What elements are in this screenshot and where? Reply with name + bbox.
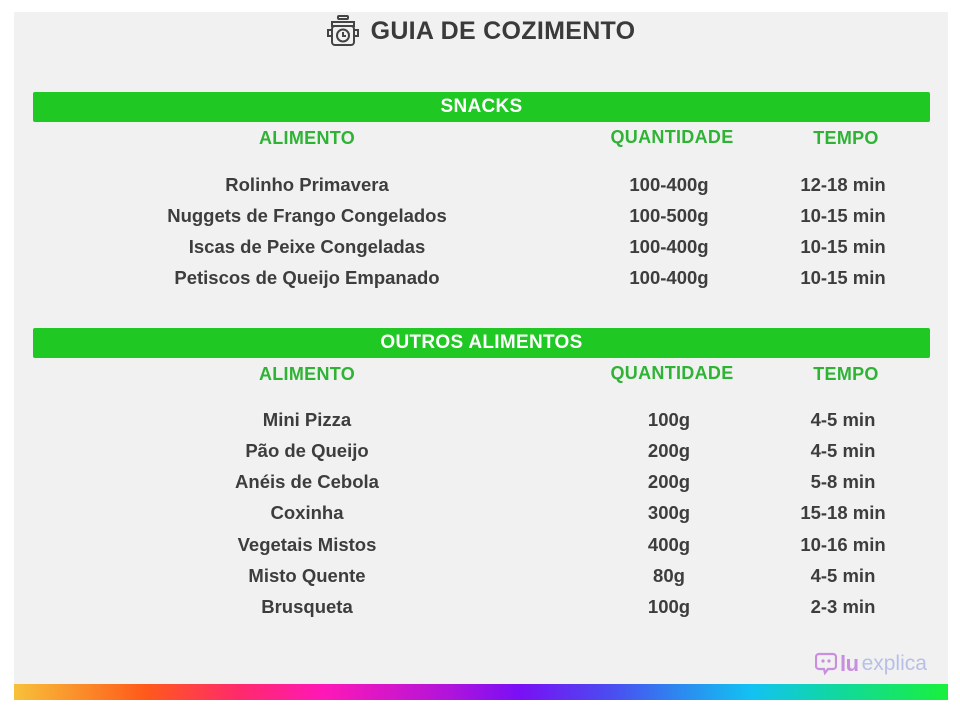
food-name: Petiscos de Queijo Empanado: [174, 267, 440, 288]
table-row: [0, 596, 960, 624]
quantity-value: 100-500g: [629, 205, 709, 226]
food-name: Anéis de Cebola: [235, 471, 379, 492]
food-name: Pão de Queijo: [245, 440, 369, 461]
section-header-other-foods: OUTROS ALIMENTOS: [33, 328, 930, 358]
column-header-food: ALIMENTO: [258, 128, 356, 148]
table-row: [0, 205, 960, 233]
brand-logo: [815, 650, 927, 678]
quantity-value: 100-400g: [629, 267, 709, 288]
time-value: 4-5 min: [810, 440, 876, 461]
time-value: 10-15 min: [800, 205, 886, 226]
table-row: [0, 267, 960, 295]
food-name: Vegetais Mistos: [237, 534, 377, 555]
food-name: Iscas de Peixe Congeladas: [188, 236, 426, 257]
table-row: [0, 174, 960, 202]
column-header-quantity: QUANTIDADE: [610, 363, 734, 383]
quantity-value: 200g: [647, 471, 691, 492]
speech-bubble-quote-icon: [815, 652, 837, 676]
time-value: 15-18 min: [800, 502, 886, 523]
time-value: 10-15 min: [800, 236, 886, 257]
page-title: GUIA DE COZIMENTO: [370, 16, 636, 45]
time-value: 10-16 min: [800, 534, 886, 555]
column-header-quantity: QUANTIDADE: [610, 127, 734, 147]
quantity-value: 80g: [653, 565, 685, 586]
table-row: [0, 502, 960, 530]
food-name: Rolinho Primavera: [225, 174, 389, 195]
quantity-value: 300g: [647, 502, 691, 523]
time-value: 2-3 min: [810, 596, 876, 617]
time-value: 12-18 min: [800, 174, 886, 195]
quantity-value: 100g: [647, 409, 691, 430]
brand-lu: lu: [840, 651, 859, 676]
time-value: 10-15 min: [800, 267, 886, 288]
column-header-time: TEMPO: [813, 128, 879, 148]
table-row: [0, 471, 960, 499]
food-name: Coxinha: [270, 502, 344, 523]
table-row: [0, 565, 960, 593]
time-value: 5-8 min: [810, 471, 876, 492]
quantity-value: 100-400g: [629, 174, 709, 195]
quantity-value: 100g: [647, 596, 691, 617]
column-header-food: ALIMENTO: [258, 364, 356, 384]
section-header-snacks: SNACKS: [33, 92, 930, 122]
quantity-value: 200g: [647, 440, 691, 461]
table-row: [0, 440, 960, 468]
page-header: [0, 12, 960, 50]
time-value: 4-5 min: [810, 409, 876, 430]
food-name: Brusqueta: [261, 596, 353, 617]
table-row: [0, 409, 960, 437]
food-name: Misto Quente: [248, 565, 366, 586]
table-row: [0, 534, 960, 562]
quantity-value: 100-400g: [629, 236, 709, 257]
brand-explica: explica: [861, 652, 927, 675]
quantity-value: 400g: [647, 534, 691, 555]
table-row: [0, 236, 960, 264]
cooker-timer-icon: [325, 14, 361, 48]
food-name: Mini Pizza: [262, 409, 352, 430]
rainbow-footer-bar: [14, 684, 948, 700]
column-header-time: TEMPO: [813, 364, 879, 384]
food-name: Nuggets de Frango Congelados: [167, 205, 447, 226]
time-value: 4-5 min: [810, 565, 876, 586]
